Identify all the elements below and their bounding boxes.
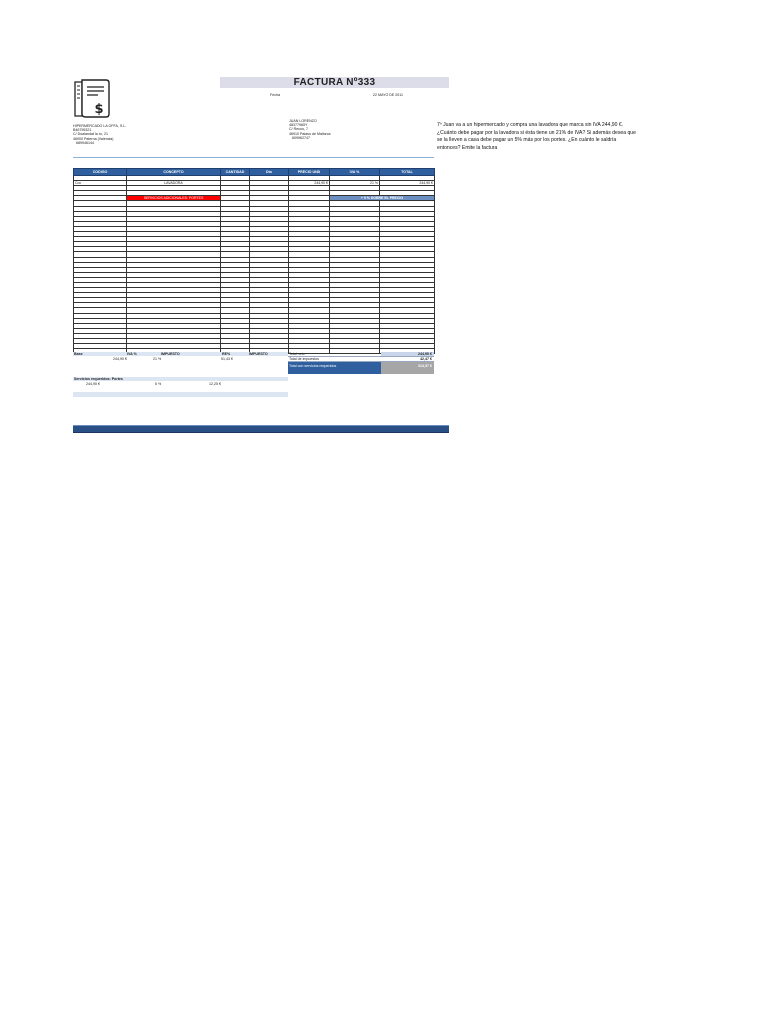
cell-codigo: Coc bbox=[74, 181, 127, 186]
items-table bbox=[73, 168, 435, 354]
buyer-line: 609962747 bbox=[289, 135, 310, 140]
seller-line: HIPERMERCADO LA OFFA, S.L. bbox=[73, 124, 127, 128]
tax-header bbox=[73, 352, 288, 356]
total-impuestos-label: Total de impuestos bbox=[289, 357, 319, 361]
cell-total: 244,90 € bbox=[380, 181, 435, 186]
invoice-dollar-icon bbox=[72, 76, 112, 120]
total-servicios-value: 313,57 € bbox=[418, 364, 432, 368]
table-header-row bbox=[74, 169, 435, 176]
footer-strip bbox=[73, 392, 288, 397]
separator-line bbox=[73, 157, 434, 158]
extras-note: + 5 % SOBRE EL PRECIO bbox=[330, 196, 435, 201]
tax-col-re: RE% bbox=[222, 352, 231, 356]
col-header-concepto: CONCEPTO bbox=[127, 169, 221, 176]
col-header-iva: IVA % bbox=[330, 169, 380, 176]
footer-bar bbox=[73, 425, 449, 433]
cell-iva: 21 % bbox=[330, 181, 380, 186]
svg-text:$: $ bbox=[94, 102, 104, 117]
tax-col-base: Base bbox=[74, 352, 83, 356]
tax-col-impuesto-re: IMPUESTO bbox=[249, 352, 268, 356]
seller-line: C/ Dualandat la ru, 21 bbox=[73, 132, 108, 137]
tax-col-impuesto: IMPUESTO bbox=[161, 352, 180, 356]
tax-base: 244,90 € bbox=[113, 357, 127, 361]
extras-label: SERVICIOS ADICIONALES: PORTES bbox=[127, 196, 221, 201]
invoice-title: FACTURA Nº333 bbox=[220, 77, 449, 88]
buyer-line: 48377965Y bbox=[289, 123, 308, 128]
total-neto-value: 244,90 € bbox=[418, 352, 432, 356]
col-header-codigo: CODIGO bbox=[74, 169, 127, 176]
services-row bbox=[73, 382, 288, 386]
services-base: 244,90 € bbox=[86, 382, 100, 386]
cell-precio: 244,90 € bbox=[289, 181, 330, 186]
tax-impuesto: 51,43 € bbox=[221, 357, 233, 361]
seller-line: 689946144 bbox=[73, 140, 94, 145]
date-value: 22 MAYO DE 2011 bbox=[373, 93, 404, 97]
total-servicios-label: Total con servicios requeridos bbox=[289, 364, 337, 368]
col-header-precio: PRECIO UND bbox=[289, 169, 330, 176]
col-header-dto: Dto bbox=[250, 169, 289, 176]
tax-iva: 21 % bbox=[153, 357, 162, 361]
services-label: Servicios requeridos: Portes bbox=[74, 377, 123, 381]
total-impuestos-value: 42,47 € bbox=[420, 357, 432, 361]
date-label: Fecha bbox=[270, 93, 280, 97]
problem-statement: 7º Juan va a un hipermercado y compra una lavadora que marca sin IVA 244,90 €. ¿Cuánto debe pagar por la lavadora si ésta tiene un 21% de IVA? Si además desea que se la lleven a casa debe pagar un 5% más por los portes. ¿En cuánto le saldría entonces? Emite la factura bbox=[437, 122, 636, 151]
seller-info bbox=[73, 124, 126, 145]
services-amount: 12,25 € bbox=[209, 382, 221, 386]
seller-line: B46795321 bbox=[73, 128, 92, 133]
tax-col-iva: IVA % bbox=[127, 352, 137, 356]
totals-box bbox=[288, 352, 434, 374]
total-neto-label: Total neto bbox=[289, 352, 305, 356]
seller-line: 46900 Paterna (Valencia) bbox=[73, 136, 114, 141]
buyer-line: 46910 Paiaso de Mallorca bbox=[289, 131, 331, 136]
buyer-info bbox=[289, 119, 331, 140]
total-servicios-row bbox=[288, 362, 434, 374]
tax-row bbox=[73, 357, 288, 361]
col-header-cantidad: CANTIDAD bbox=[221, 169, 250, 176]
col-header-total: TOTAL bbox=[380, 169, 435, 176]
buyer-line: JUAN LORENZO bbox=[289, 119, 317, 123]
cell-concepto: LAVADORA bbox=[127, 181, 221, 186]
services-pct: 5 % bbox=[155, 382, 162, 386]
buyer-line: C/ Revuo, 7 bbox=[289, 127, 308, 132]
